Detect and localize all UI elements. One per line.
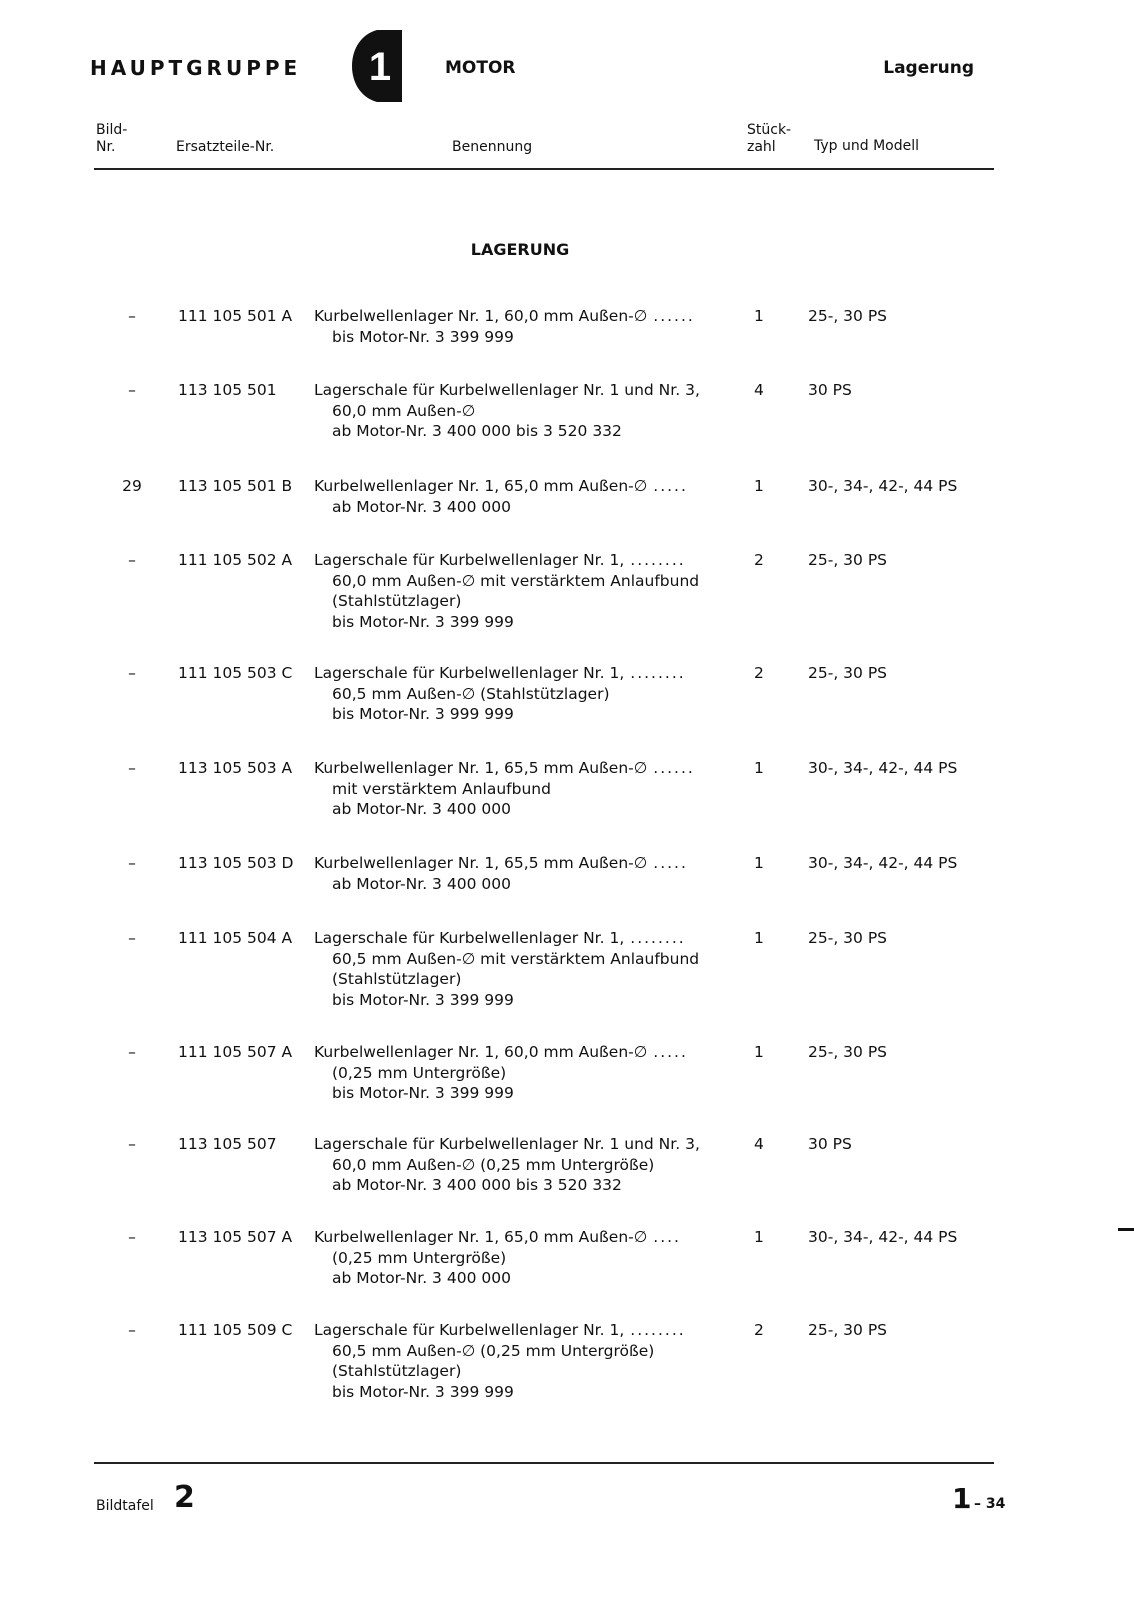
bild-nr: – xyxy=(128,551,136,569)
bild-nr: – xyxy=(128,381,136,399)
description-line: bis Motor-Nr. 3 399 999 xyxy=(332,990,514,1009)
description xyxy=(314,1042,724,1104)
plate-label: Bildtafel xyxy=(96,1498,154,1514)
description xyxy=(314,1320,724,1402)
bild-nr: 29 xyxy=(122,477,142,495)
column-header-ersatzteile: Ersatzteile-Nr. xyxy=(176,139,275,155)
description-line: bis Motor-Nr. 3 399 999 xyxy=(332,1382,514,1401)
quantity: 1 xyxy=(754,307,764,325)
leader-dots: ........ xyxy=(630,664,686,682)
part-number: 113 105 503 A xyxy=(178,759,293,777)
group-badge-icon xyxy=(350,28,404,104)
quantity: 2 xyxy=(754,664,764,682)
type-model: 30-, 34-, 42-, 44 PS xyxy=(808,854,958,872)
part-number: 111 105 507 A xyxy=(178,1043,293,1061)
leader-dots: ..... xyxy=(653,854,688,872)
description-line: bis Motor-Nr. 3 399 999 xyxy=(332,612,514,631)
quantity: 4 xyxy=(754,1135,764,1153)
bild-nr: – xyxy=(128,1228,136,1246)
part-number: 113 105 503 D xyxy=(178,854,294,872)
description-line: ab Motor-Nr. 3 400 000 bis 3 520 332 xyxy=(332,422,622,440)
description xyxy=(314,550,724,632)
description-line: (0,25 mm Untergröße) xyxy=(332,1248,507,1267)
quantity: 1 xyxy=(754,1228,764,1246)
type-model: 25-, 30 PS xyxy=(808,664,888,682)
column-header-stueckzahl xyxy=(747,122,791,156)
description-line: 60,0 mm Außen-∅ mit verstärktem Anlaufbund xyxy=(332,571,700,590)
type-model: 30 PS xyxy=(808,381,852,399)
type-model: 25-, 30 PS xyxy=(808,1043,888,1061)
description-line xyxy=(314,306,724,327)
description-line: (Stahlstützlager) xyxy=(332,1362,462,1380)
bild-nr: – xyxy=(128,854,136,872)
description-text: Kurbelwellenlager Nr. 1, 65,5 mm Außen-∅ xyxy=(314,759,648,777)
description-line: ab Motor-Nr. 3 400 000 xyxy=(332,874,511,893)
description-line xyxy=(314,550,724,571)
part-number: 113 105 507 A xyxy=(178,1228,293,1246)
description xyxy=(314,853,724,894)
description-text: Lagerschale für Kurbelwellenlager Nr. 1, xyxy=(314,664,625,682)
column-header-bild-line1: Bild- xyxy=(96,122,128,138)
leader-dots: .... xyxy=(653,1228,681,1246)
description xyxy=(314,306,724,347)
type-model: 30-, 34-, 42-, 44 PS xyxy=(808,477,958,495)
description-text: Kurbelwellenlager Nr. 1, 65,0 mm Außen-∅ xyxy=(314,477,648,495)
column-header-bild-nr xyxy=(96,122,127,156)
page-number-major: 1 xyxy=(952,1482,972,1515)
type-model: 25-, 30 PS xyxy=(808,307,888,325)
description-line xyxy=(314,758,724,779)
description-line: ab Motor-Nr. 3 400 000 xyxy=(332,1269,511,1287)
group-label: HAUPTGRUPPE xyxy=(90,56,302,80)
description-line: 60,5 mm Außen-∅ (Stahlstützlager) xyxy=(332,684,610,703)
description-line xyxy=(314,1134,724,1155)
description-text: Kurbelwellenlager Nr. 1, 60,0 mm Außen-∅ xyxy=(314,307,648,325)
description-line: bis Motor-Nr. 3 999 999 xyxy=(332,705,514,723)
description-line: 60,0 mm Außen-∅ xyxy=(332,401,476,420)
bild-nr: – xyxy=(128,929,136,947)
description-text: Kurbelwellenlager Nr. 1, 60,0 mm Außen-∅ xyxy=(314,1043,648,1061)
description-text: Lagerschale für Kurbelwellenlager Nr. 1 und Nr. 3, xyxy=(314,381,700,399)
part-number: 113 105 501 xyxy=(178,381,277,399)
footer-divider xyxy=(94,1462,994,1464)
group-number-badge xyxy=(350,28,404,104)
bild-nr: – xyxy=(128,664,136,682)
description-line xyxy=(314,380,724,401)
description xyxy=(314,663,724,725)
part-number: 111 105 509 C xyxy=(178,1321,293,1339)
description-text: Lagerschale für Kurbelwellenlager Nr. 1, xyxy=(314,1321,625,1339)
type-model: 30 PS xyxy=(808,1135,852,1153)
page-topic: Lagerung xyxy=(883,58,974,78)
description-line: (Stahlstützlager) xyxy=(332,970,462,988)
description-text: Lagerschale für Kurbelwellenlager Nr. 1 und Nr. 3, xyxy=(314,1135,700,1153)
description-line: ab Motor-Nr. 3 400 000 xyxy=(332,800,511,818)
description-line: mit verstärktem Anlaufbund xyxy=(332,779,551,798)
quantity: 1 xyxy=(754,929,764,947)
page-number-minor: – 34 xyxy=(974,1496,1006,1512)
description-line: ab Motor-Nr. 3 400 000 bis 3 520 332 xyxy=(332,1176,622,1194)
part-number: 113 105 507 xyxy=(178,1135,277,1153)
leader-dots: ........ xyxy=(630,1321,686,1339)
plate-number: 2 xyxy=(174,1480,195,1515)
edge-mark xyxy=(1118,1228,1134,1231)
part-number: 111 105 501 A xyxy=(178,307,293,325)
description-text: Lagerschale für Kurbelwellenlager Nr. 1, xyxy=(314,551,625,569)
leader-dots: ........ xyxy=(630,551,686,569)
description-line: 60,5 mm Außen-∅ mit verstärktem Anlaufbund xyxy=(332,949,700,968)
part-number: 111 105 504 A xyxy=(178,929,293,947)
leader-dots: ...... xyxy=(653,759,695,777)
description-line: (Stahlstützlager) xyxy=(332,592,462,610)
description-line xyxy=(314,476,724,497)
description-line: bis Motor-Nr. 3 399 999 xyxy=(332,327,514,346)
description-line: 60,0 mm Außen-∅ (0,25 mm Untergröße) xyxy=(332,1155,655,1174)
type-model: 25-, 30 PS xyxy=(808,929,888,947)
type-model: 25-, 30 PS xyxy=(808,1321,888,1339)
group-number: 1 xyxy=(368,45,392,89)
description-line xyxy=(314,1042,724,1063)
column-header-bild-line2: Nr. xyxy=(96,139,116,155)
type-model: 30-, 34-, 42-, 44 PS xyxy=(808,1228,958,1246)
description-line xyxy=(314,1227,724,1248)
part-number: 113 105 501 B xyxy=(178,477,293,495)
description xyxy=(314,380,724,442)
quantity: 1 xyxy=(754,854,764,872)
description-line: ab Motor-Nr. 3 400 000 xyxy=(332,497,511,516)
leader-dots: ........ xyxy=(630,929,686,947)
quantity: 1 xyxy=(754,477,764,495)
description xyxy=(314,928,724,1010)
description-line xyxy=(314,853,724,874)
description-line: (0,25 mm Untergröße) xyxy=(332,1063,507,1082)
bild-nr: – xyxy=(128,759,136,777)
description-text: Kurbelwellenlager Nr. 1, 65,5 mm Außen-∅ xyxy=(314,854,648,872)
bild-nr: – xyxy=(128,1321,136,1339)
description xyxy=(314,476,724,517)
description xyxy=(314,758,724,820)
type-model: 25-, 30 PS xyxy=(808,551,888,569)
quantity: 4 xyxy=(754,381,764,399)
column-header-stueck-line1: Stück- xyxy=(747,122,792,138)
type-model: 30-, 34-, 42-, 44 PS xyxy=(808,759,958,777)
column-header-benennung: Benennung xyxy=(452,139,533,155)
description-line xyxy=(314,928,724,949)
part-number: 111 105 503 C xyxy=(178,664,293,682)
description xyxy=(314,1227,724,1289)
description-line xyxy=(314,663,724,684)
quantity: 1 xyxy=(754,759,764,777)
description-line: bis Motor-Nr. 3 399 999 xyxy=(332,1084,514,1102)
column-header-typ: Typ und Modell xyxy=(814,138,919,154)
leader-dots: ...... xyxy=(653,307,695,325)
quantity: 2 xyxy=(754,551,764,569)
description xyxy=(314,1134,724,1196)
header-divider xyxy=(94,168,994,170)
quantity: 1 xyxy=(754,1043,764,1061)
description-text: Kurbelwellenlager Nr. 1, 65,0 mm Außen-∅ xyxy=(314,1228,648,1246)
section-title: MOTOR xyxy=(445,58,516,78)
section-subtitle: LAGERUNG xyxy=(470,240,570,259)
bild-nr: – xyxy=(128,1135,136,1153)
quantity: 2 xyxy=(754,1321,764,1339)
bild-nr: – xyxy=(128,1043,136,1061)
leader-dots: ..... xyxy=(653,1043,688,1061)
description-line: 60,5 mm Außen-∅ (0,25 mm Untergröße) xyxy=(332,1341,655,1360)
description-text: Lagerschale für Kurbelwellenlager Nr. 1, xyxy=(314,929,625,947)
part-number: 111 105 502 A xyxy=(178,551,293,569)
bild-nr: – xyxy=(128,307,136,325)
column-header-stueck-line2: zahl xyxy=(747,139,776,155)
leader-dots: ..... xyxy=(653,477,688,495)
description-line xyxy=(314,1320,724,1341)
